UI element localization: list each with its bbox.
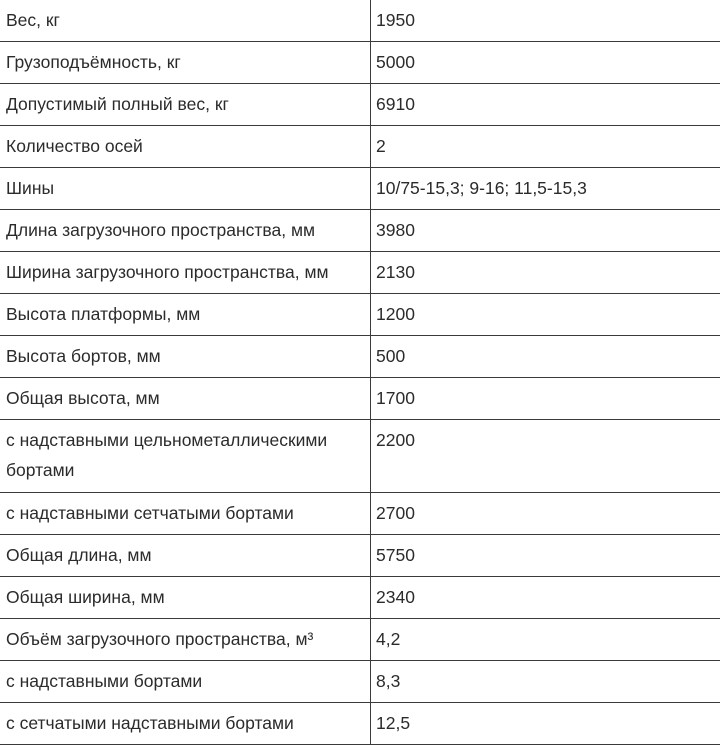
table-row <box>0 378 720 420</box>
table-row <box>0 210 720 252</box>
row-label: Допустимый полный вес, кг <box>0 84 371 126</box>
table-row <box>0 294 720 336</box>
row-label: Высота платформы, мм <box>0 294 371 336</box>
row-label: Шины <box>0 168 371 210</box>
table-row <box>0 0 720 42</box>
row-value: 2700 <box>371 493 720 535</box>
table-row <box>0 42 720 84</box>
row-value: 1200 <box>371 294 720 336</box>
row-value: 2130 <box>371 252 720 294</box>
table-row <box>0 661 720 703</box>
row-label: Вес, кг <box>0 0 371 42</box>
table-row <box>0 126 720 168</box>
table-row <box>0 577 720 619</box>
row-label: с надставными цельнометаллическими бортами <box>0 420 371 493</box>
table-row <box>0 84 720 126</box>
row-value: 4,2 <box>371 619 720 661</box>
row-value: 1950 <box>371 0 720 42</box>
row-value: 12,5 <box>371 703 720 745</box>
row-value: 2200 <box>371 420 720 493</box>
row-value: 10/75-15,3; 9-16; 11,5-15,3 <box>371 168 720 210</box>
row-label: Длина загрузочного пространства, мм <box>0 210 371 252</box>
row-label: Количество осей <box>0 126 371 168</box>
table-row <box>0 535 720 577</box>
row-value: 500 <box>371 336 720 378</box>
table-row <box>0 168 720 210</box>
row-value: 2 <box>371 126 720 168</box>
row-value: 1700 <box>371 378 720 420</box>
row-value: 2340 <box>371 577 720 619</box>
row-label: Объём загрузочного пространства, м³ <box>0 619 371 661</box>
row-label: с надставными бортами <box>0 661 371 703</box>
row-label: Ширина загрузочного пространства, мм <box>0 252 371 294</box>
table-row <box>0 703 720 745</box>
row-value: 5000 <box>371 42 720 84</box>
table-row <box>0 493 720 535</box>
table-row <box>0 420 720 493</box>
row-label: Общая ширина, мм <box>0 577 371 619</box>
row-value: 6910 <box>371 84 720 126</box>
row-label: с надставными сетчатыми бортами <box>0 493 371 535</box>
table-row <box>0 336 720 378</box>
row-label: с сетчатыми надставными бортами <box>0 703 371 745</box>
row-value: 5750 <box>371 535 720 577</box>
row-label: Высота бортов, мм <box>0 336 371 378</box>
table-row <box>0 619 720 661</box>
row-label: Общая высота, мм <box>0 378 371 420</box>
row-label: Грузоподъёмность, кг <box>0 42 371 84</box>
row-label: Общая длина, мм <box>0 535 371 577</box>
table-row <box>0 252 720 294</box>
row-value: 3980 <box>371 210 720 252</box>
row-value: 8,3 <box>371 661 720 703</box>
